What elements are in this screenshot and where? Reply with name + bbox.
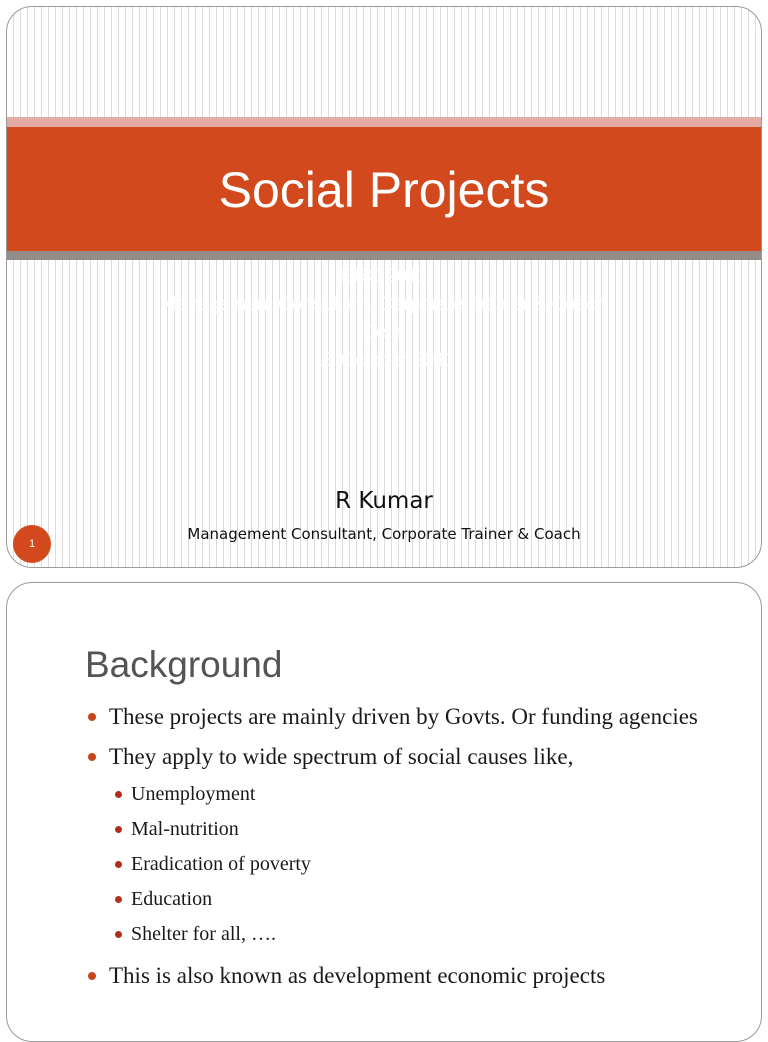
bullet-item [85, 960, 721, 992]
slide-heading: Background [85, 644, 283, 685]
title-slide [6, 6, 762, 568]
bullet-text: They apply to wide spectrum of social causes like, [109, 744, 574, 769]
subtitle-line: Management Consultant, Corporate Trainer & Coach [161, 294, 607, 315]
sub-bullet-list [109, 777, 721, 952]
slide-subtitle [67, 263, 701, 375]
content-slide [6, 582, 762, 1042]
subtitle-line: ERC 2011 [340, 266, 428, 287]
author-role: Management Consultant, Corporate Trainer & Coach [187, 525, 581, 543]
page-number-badge: 1 [13, 525, 51, 563]
bullet-list [85, 701, 721, 1000]
author-name: R Kumar [335, 488, 433, 514]
sub-bullet-item: Unemployment [109, 777, 721, 812]
sub-bullet-item: Mal-nutrition [109, 812, 721, 847]
bullet-item [85, 701, 721, 733]
slide-title: Social Projects [218, 162, 550, 218]
title-band-top-stripe [7, 117, 761, 127]
bullet-text: This is also known as development economic projects [109, 963, 606, 988]
subtitle-line: 18 October 2011 [313, 350, 455, 371]
sub-bullet-item: Education [109, 882, 721, 917]
sub-bullet-item: Eradication of poverty [109, 847, 721, 882]
bullet-text: These projects are mainly driven by Govts. Or funding agencies [109, 704, 698, 729]
subtitle-line: Delhi [362, 322, 406, 343]
title-band-bottom-stripe [7, 251, 761, 260]
sub-bullet-item: Shelter for all, …. [109, 917, 721, 952]
bullet-item [85, 741, 721, 952]
